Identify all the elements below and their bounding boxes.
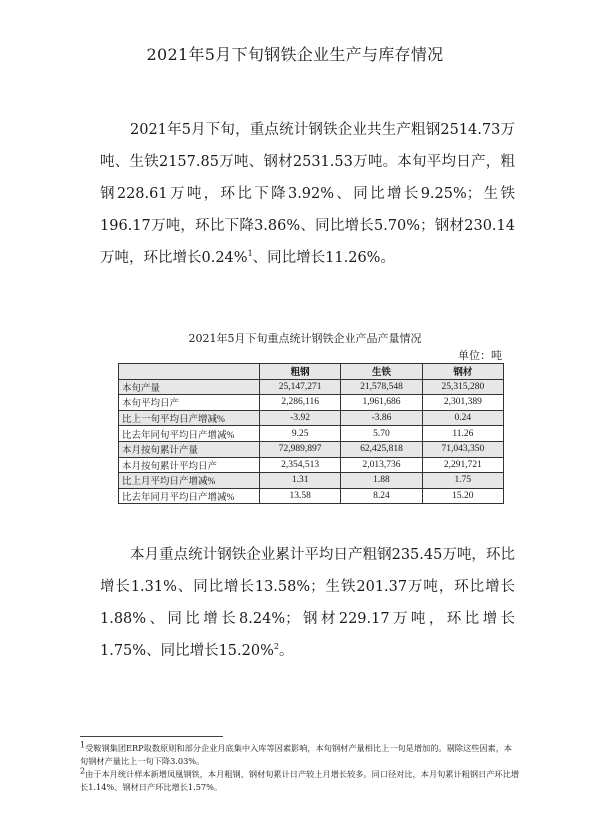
cell-value: 9.25 [260,426,341,442]
table-row [119,488,504,504]
row-label: 比去年同旬平均日产增减% [119,426,260,442]
table-row [119,426,504,442]
table-row [119,441,504,457]
table-row [119,395,504,411]
monthly-summary-text-end: 。 [278,643,294,659]
row-label: 比去年同月平均日产增减% [119,488,260,504]
footnotes [80,742,520,794]
cell-value: 0.24 [422,410,503,426]
header-steel-products: 钢材 [422,364,503,380]
table-header-row [119,364,504,380]
table-row [119,410,504,426]
table-unit: 单位：吨 [458,349,502,362]
table-caption: 2021年5月下旬重点统计钢铁企业产品产量情况 [188,332,422,345]
footnote-2 [80,768,520,794]
cell-value: 11.26 [422,426,503,442]
cell-value: 2,286,116 [260,395,341,411]
table-row [119,473,504,489]
table-row [119,379,504,395]
row-label: 比上月平均日产增减% [119,473,260,489]
footnote-mark: 1 [80,740,86,750]
page-title: 2021年5月下旬钢铁企业生产与库存情况 [146,45,444,64]
cell-value: 8.24 [341,488,422,504]
cell-value: 5.70 [341,426,422,442]
footnote-divider [80,736,223,737]
summary-text: 2021年5月下旬，重点统计钢铁企业共生产粗钢2514.73万吨、生铁2157.85万吨、钢材2531.53万吨。本旬平均日产，粗钢228.61万吨，环比下降3.92%、同比增长9.25%；生铁196.17万吨，环比下降3.86%、同比增长5.70%；钢材230.14万吨，环比增长0.24% [100,122,515,266]
footnote-ref-1[interactable]: 1 [247,249,253,259]
monthly-summary-text: 本月重点统计钢铁企业累计平均日产粗钢235.45万吨，环比增长1.31%、同比增长13.58%；生铁201.37万吨，环比增长1.88%、同比增长8.24%；钢材229.17万吨，环比增长1.75%、同比增长15.20% [100,547,515,659]
row-label: 本旬平均日产 [119,395,260,411]
cell-value: 15.20 [422,488,503,504]
header-empty [119,364,260,380]
row-label: 本旬产量 [119,379,260,395]
footnote-text: 由于本月统计样本新增凤凰钢铁，本月粗钢、钢材旬累计日产较上月增长较多。同口径对比，本月旬累计粗钢日产环比增长1.14%、钢材日产环比增长1.57%。 [80,769,520,792]
summary-text-end: 、同比增长11.26%。 [252,250,395,266]
cell-value: 2,301,389 [422,395,503,411]
cell-value: -3.92 [260,410,341,426]
cell-value: 1.88 [341,473,422,489]
cell-value: 25,147,271 [260,379,341,395]
cell-value: 1.75 [422,473,503,489]
cell-value: 2,291,721 [422,457,503,473]
cell-value: 1.31 [260,473,341,489]
footnote-1 [80,742,520,768]
cell-value: 2,354,513 [260,457,341,473]
summary-paragraph [100,114,515,274]
cell-value: -3.86 [341,410,422,426]
row-label: 本月按旬累计产量 [119,441,260,457]
row-label: 本月按旬累计平均日产 [119,457,260,473]
cell-value: 13.58 [260,488,341,504]
cell-value: 1,961,686 [341,395,422,411]
footnote-text: 受鞍钢集团ERP取数原则和部分企业月底集中入库等因素影响，本旬钢材产量相比上一旬是增加的。剔除这些因素，本旬钢材产量比上一旬下降3.03%。 [80,743,513,766]
cell-value: 71,043,350 [422,441,503,457]
footnote-mark: 2 [80,766,86,776]
monthly-summary-paragraph [100,539,515,667]
footnote-ref-2[interactable]: 2 [273,642,279,652]
production-table [118,363,504,504]
cell-value: 62,425,818 [341,441,422,457]
header-crude-steel: 粗钢 [260,364,341,380]
cell-value: 25,315,280 [422,379,503,395]
header-pig-iron: 生铁 [341,364,422,380]
cell-value: 2,013,736 [341,457,422,473]
cell-value: 72,989,897 [260,441,341,457]
table-row [119,457,504,473]
cell-value: 21,578,548 [341,379,422,395]
row-label: 比上一旬平均日产增减% [119,410,260,426]
